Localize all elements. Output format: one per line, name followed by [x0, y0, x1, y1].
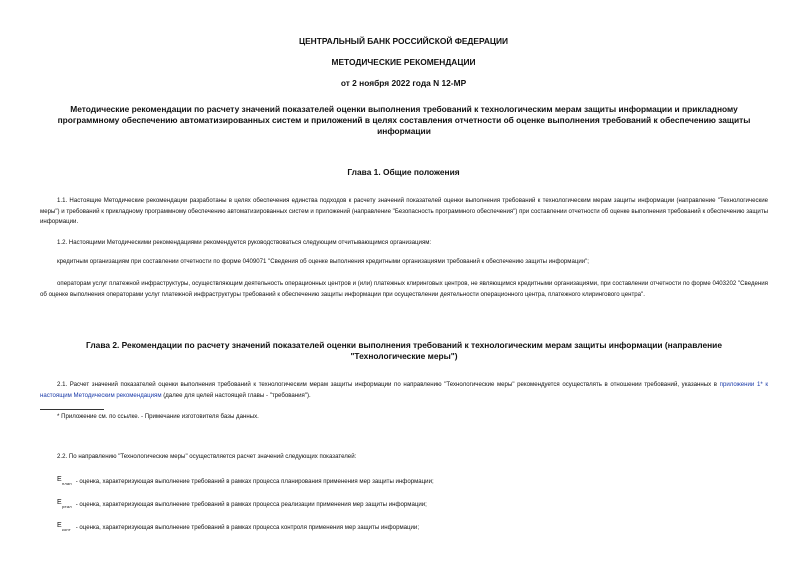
issuing-organization: ЦЕНТРАЛЬНЫЙ БАНК РОССИЙСКОЙ ФЕДЕРАЦИИ: [298, 36, 509, 46]
document-date: от 2 ноября 2022 года N 12-МР: [340, 78, 467, 88]
formula-symbol: E план: [57, 476, 72, 486]
paragraph-payment-operators: операторам услуг платежной инфраструктуры, осуществляющим деятельность операционных центров и (или) платежных клиринговых центров, не являющимся кредитными организациями, при составлении отчетности по форме 0403202 "Сведения об оценке выполнения операторами услуг платежной инфраструктуры требований к обеспечению защиты информации при осуществлении деятельности операционного центра, платежного клирингового центра".: [40, 280, 768, 298]
formula-symbol: E конт: [57, 522, 71, 532]
footnote-divider: [40, 409, 104, 410]
indicator-description: - оценка, характеризующая выполнение требований в рамках процесса реализации применения мер защиты информации;: [74, 501, 427, 508]
indicator-description: - оценка, характеризующая выполнение требований в рамках процесса планирования применения мер защиты информации;: [74, 478, 434, 485]
paragraph-2-1-text: 2.1. Расчет значений показателей оценки выполнения требований к технологическим мерам защиты информации по направлению "Технологические меры" рекомендуется осуществлять в отношении требований, указанных в: [57, 381, 720, 388]
indicator-description: - оценка, характеризующая выполнение требований в рамках процесса контроля применения мер защиты информации;: [74, 524, 420, 531]
paragraph-2-2: 2.2. По направлению "Технологические меры" осуществляется расчет значений следующих показателей:: [57, 453, 357, 460]
indicator-item: [57, 521, 757, 533]
paragraph-1-1: 1.1. Настоящие Методические рекомендации разработаны в целях обеспечения единства подходов к расчету значений показателей оценки выполнения требований к технологическим мерам защиты информации (направление "Технологические меры") и требований к прикладному программному обеспечению автоматизированных систем и приложений (направление "Безопасность программного обеспечения") при составлении отчетности об оценке выполнения требований к обеспечению защиты информации.: [40, 197, 768, 226]
paragraph-1-2: 1.2. Настоящими Методическими рекомендациями рекомендуется руководствоваться следующим отчитывающимся организациям:: [57, 239, 432, 246]
footnote: * Приложение см. по ссылке. - Примечание изготовителя базы данных.: [57, 413, 259, 420]
document-title: Методические рекомендации по расчету значений показателей оценки выполнения требований к технологическим мерам защиты информации и прикладному программному обеспечению автоматизированных систем и приложений в целях составления отчетности об оценке выполнения требований к обеспечению защиты информации: [57, 104, 751, 136]
paragraph-2-1: [40, 380, 768, 401]
paragraph-credit-orgs: кредитным организациям при составлении отчетности по форме 0409071 "Сведения об оценке выполнения кредитными организациями требований к обеспечению защиты информации";: [57, 258, 590, 265]
indicator-item: [57, 498, 757, 510]
formula-symbol: E реал: [57, 499, 72, 509]
paragraph-2-1-tail: (далее для целей настоящей главы - "требования").: [161, 391, 311, 399]
chapter-2-heading: Глава 2. Рекомендации по расчету значений показателей оценки выполнения требований к технологическим мерам защиты информации (направление "Технологические меры"): [86, 340, 722, 361]
appendix-link[interactable]: приложении 1* к настоящим Методическим рекомендациям: [40, 381, 768, 399]
chapter-1-heading: Глава 1. Общие положения: [347, 167, 460, 177]
indicator-item: [57, 475, 757, 487]
document-type: МЕТОДИЧЕСКИЕ РЕКОМЕНДАЦИИ: [331, 57, 476, 67]
